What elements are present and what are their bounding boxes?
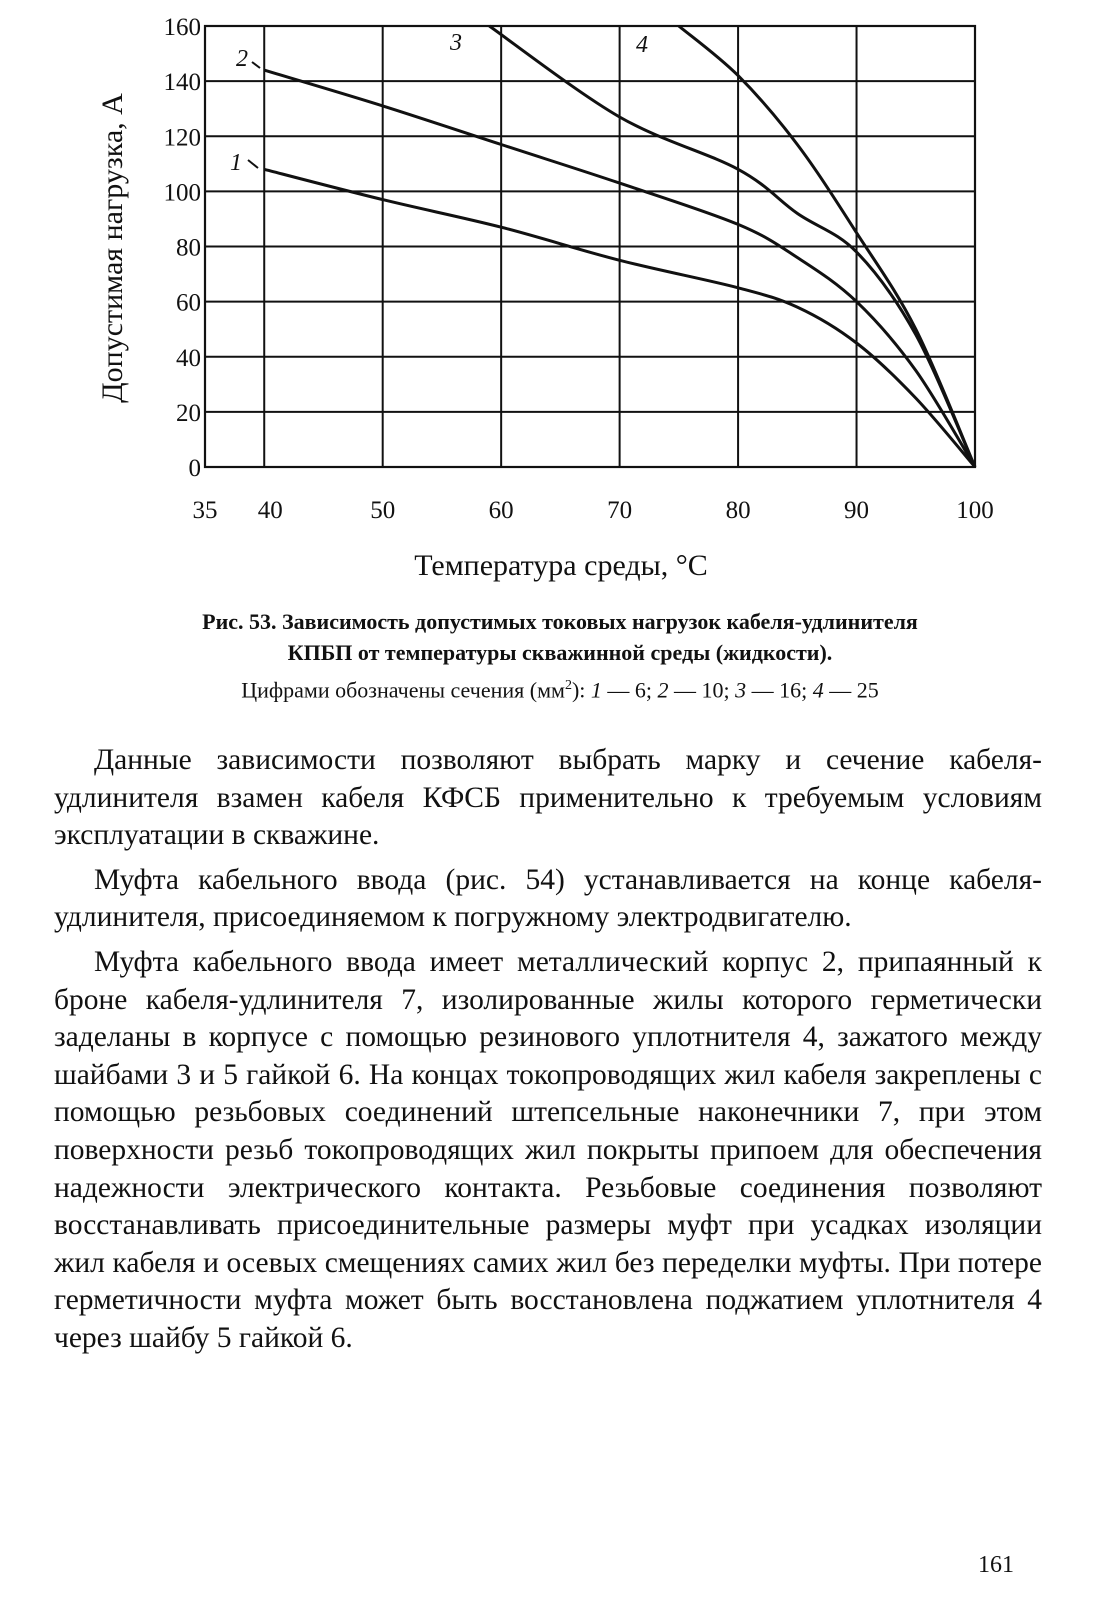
x-tick-label: 60 <box>488 497 514 524</box>
x-tick-label: 35 <box>192 497 218 524</box>
y-tick-label: 80 <box>176 234 201 262</box>
y-tick-label: 20 <box>176 399 201 427</box>
curve-label-leader <box>252 62 260 68</box>
x-tick-label: 70 <box>607 497 633 524</box>
caption-item-num: 1 <box>590 677 602 703</box>
caption-item-num: 3 <box>735 677 747 703</box>
load-temperature-chart <box>0 0 1119 600</box>
x-axis-title: Температура среды, °С <box>414 549 708 582</box>
paragraph: Муфта кабельного ввода имеет металлический корпус 2, припаянный к броне кабеля-удлинителя 7, изолированные жилы которого герметически заделаны в корпусе с помощью резинового уплотнителя 4, зажатого между шайбами 3 и 5 гайкой 6. На концах токопроводящих жил кабеля закреплены с помощью резьбовых соединений штепсельные наконечники 7, при этом поверхности резьб токопроводящих жил покрыты припоем для обеспечения надежности электрического контакта. Резьбовые соединения позволяют восстанавливать присоединительные размеры муфт при усадках изоляции жил кабеля и осевых смещениях самих жил без переделки муфты. При потере герметичности муфта может быть восстановлена поджатием уплотнителя 4 через шайбу 5 гайкой 6. <box>54 945 1042 1354</box>
x-tick-label: 100 <box>956 497 994 524</box>
caption-note <box>60 670 1060 705</box>
caption-item-val: — 6; <box>601 677 658 703</box>
x-tick-label: 90 <box>844 497 870 524</box>
paragraph: Муфта кабельного ввода (рис. 54) устанавливается на конце кабеля-удлинителя, присоединяемом к погружному электродвигателю. <box>54 863 1042 934</box>
caption-item-num: 4 <box>812 677 824 703</box>
caption-title-line-1: Рис. 53. Зависимость допустимых токовых нагрузок кабеля-удлинителя <box>202 609 918 634</box>
caption-note-prefix: Цифрами обозначены сечения (мм <box>241 677 565 703</box>
y-tick-label: 160 <box>163 14 201 41</box>
x-tick-label: 40 <box>257 497 283 524</box>
curve-label-4: 4 <box>636 32 648 58</box>
caption-item-val: — 16; <box>746 677 813 703</box>
y-tick-label: 60 <box>176 289 201 317</box>
caption-title-line-2: КПБП от температуры скважинной среды (жидкости). <box>287 640 833 665</box>
caption-note-superscript: 2 <box>564 678 572 693</box>
y-tick-label: 120 <box>163 124 201 152</box>
caption-item-num: 2 <box>657 677 669 703</box>
y-axis-title: Допустимая нагрузка, А <box>96 93 129 403</box>
curve-label-2: 2 <box>236 46 248 72</box>
x-tick-labels <box>193 497 994 524</box>
curve-number-labels <box>230 30 648 176</box>
y-tick-label: 140 <box>163 69 201 97</box>
body-text <box>54 742 1042 1365</box>
y-tick-label: 0 <box>188 455 201 482</box>
curve-label-1: 1 <box>230 150 242 176</box>
chart-grid <box>205 26 975 467</box>
x-tick-label: 80 <box>725 497 751 524</box>
figure-caption <box>60 606 1060 668</box>
y-tick-labels <box>164 14 202 482</box>
curve-label-leader <box>248 160 258 168</box>
paragraph: Данные зависимости позволяют выбрать марку и сечение кабеля-удлинителя взамен кабеля КФСБ применительно к требуемым условиям эксплуатации в скважине. <box>54 744 1042 852</box>
caption-note-suffix: ): <box>571 677 586 703</box>
caption-item-val: — 10; <box>668 677 736 703</box>
page-number: 161 <box>978 1552 1014 1578</box>
caption-item-val: — 25 <box>823 677 879 703</box>
y-tick-label: 100 <box>163 179 201 207</box>
x-tick-label: 50 <box>370 497 396 524</box>
y-tick-label: 40 <box>176 344 201 372</box>
curve-label-3: 3 <box>450 30 462 56</box>
